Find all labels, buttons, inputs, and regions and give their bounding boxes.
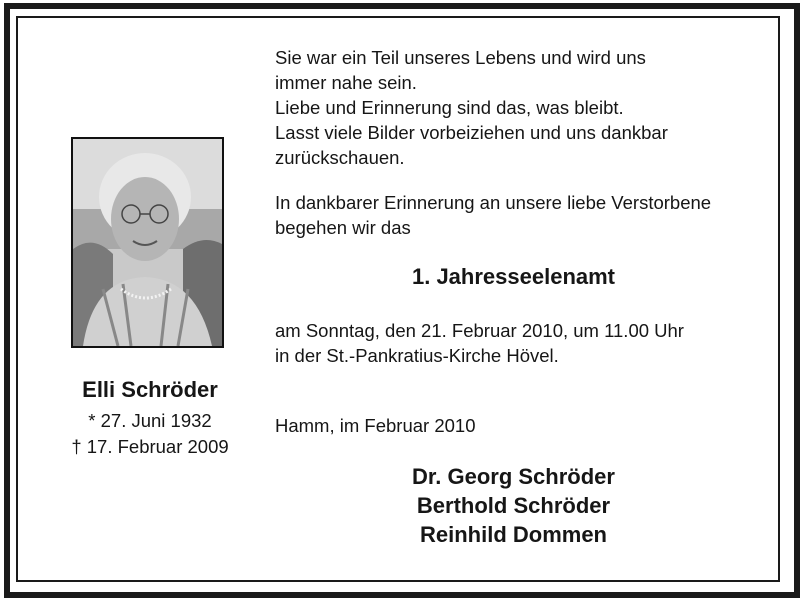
place-date: Hamm, im Februar 2010 xyxy=(275,415,476,436)
signatory-name: Reinhild Dommen xyxy=(419,522,607,547)
signatory-name: Berthold Schröder xyxy=(416,493,611,518)
intro-line: begehen wir das xyxy=(275,217,411,238)
poem-line: Liebe und Erinnerung sind das, was bleibt. xyxy=(275,97,624,118)
event-line: am Sonntag, den 21. Februar 2010, um 11.00 Uhr xyxy=(275,320,684,341)
poem-line: Lasst viele Bilder vorbeiziehen und uns dankbar xyxy=(275,122,668,143)
event-line: in der St.-Pankratius-Kirche Hövel. xyxy=(275,345,559,366)
poem-line: zurückschauen. xyxy=(275,147,405,168)
poem-line: immer nahe sein. xyxy=(275,72,417,93)
death-date: † 17. Februar 2009 xyxy=(71,436,229,457)
event-title: 1. Jahresseelenamt xyxy=(411,264,616,289)
deceased-name: Elli Schröder xyxy=(82,377,218,402)
signatory-name: Dr. Georg Schröder xyxy=(412,464,615,489)
signatories xyxy=(275,462,752,549)
portrait-photo xyxy=(71,137,224,348)
intro-line: In dankbarer Erinnerung an unsere liebe Verstorbene xyxy=(275,192,712,213)
poem-line: Sie war ein Teil unseres Lebens und wird uns xyxy=(275,47,646,68)
intro-text xyxy=(275,190,752,240)
event-details xyxy=(275,318,752,368)
poem xyxy=(275,45,752,170)
birth-date: * 27. Juni 1932 xyxy=(88,410,212,431)
